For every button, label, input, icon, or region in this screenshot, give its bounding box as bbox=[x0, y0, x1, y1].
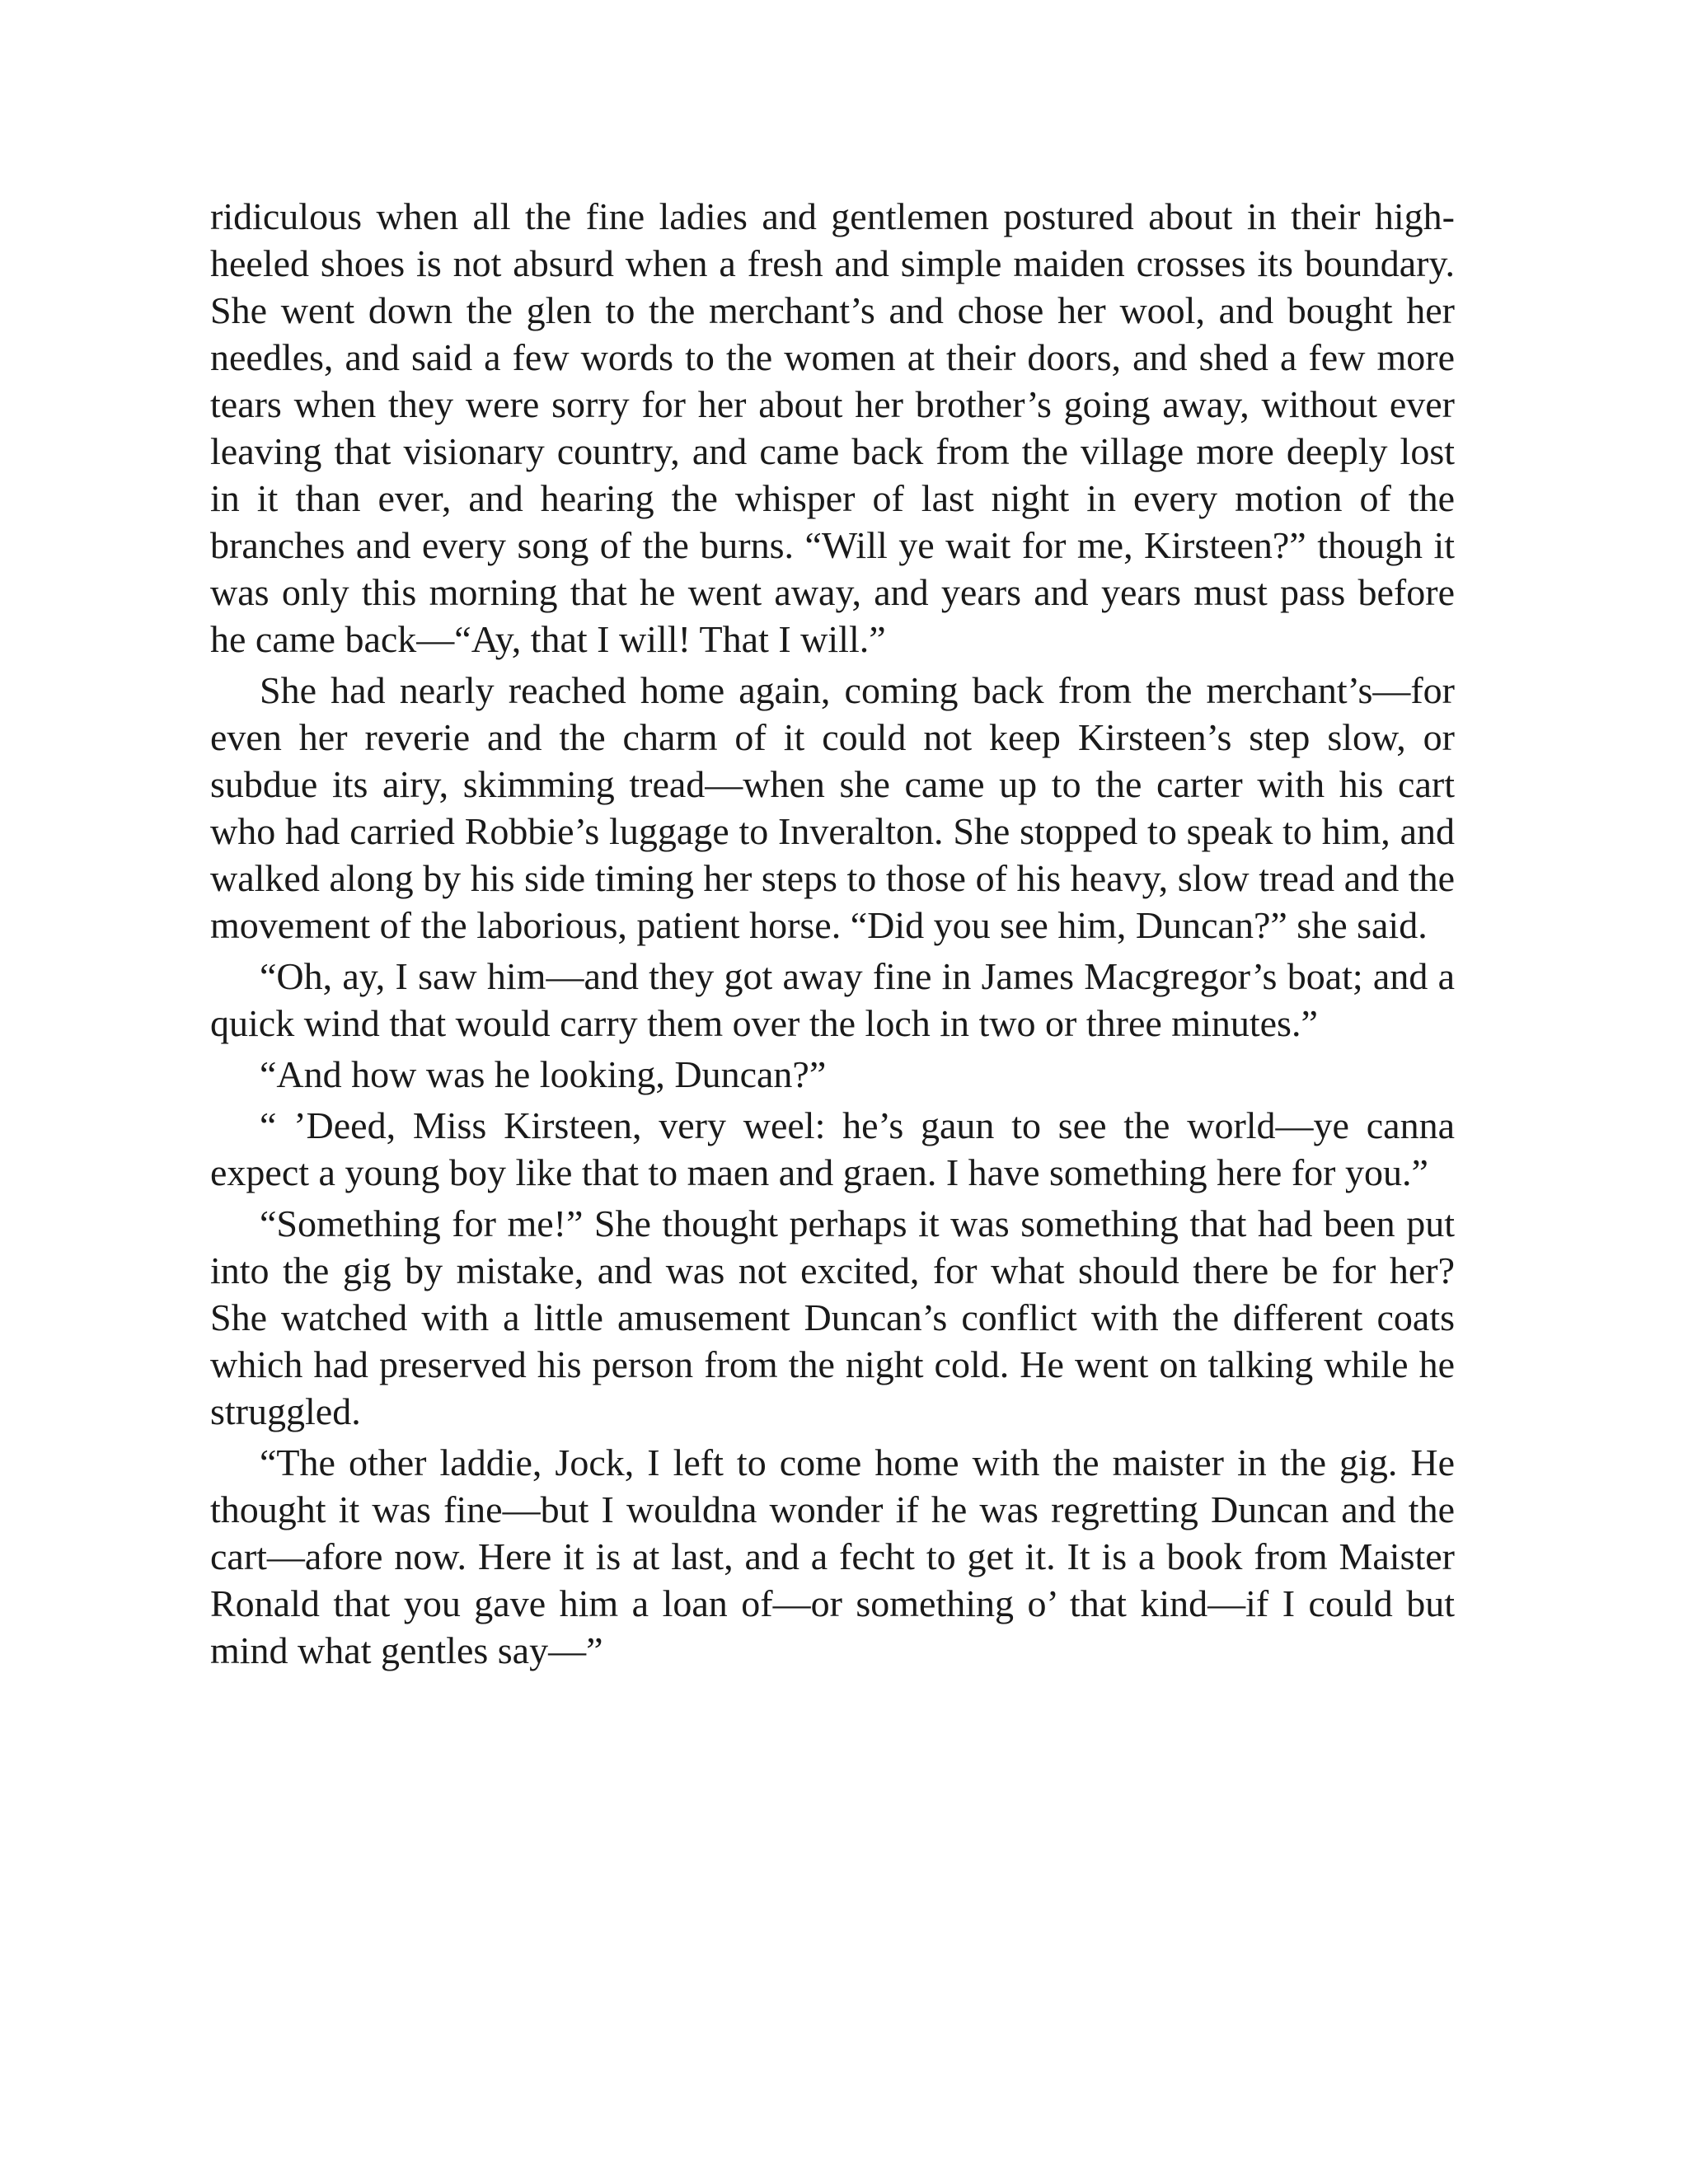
page-body-text bbox=[210, 193, 1455, 1678]
paragraph-6: “Something for me!” She thought perhaps it was something that had been put into the gig by mistake, and was not excited, for what should there be for her? She watched with a little amusement Duncan’s conflict with the different coats which had preserved his person from the night cold. He went on talking while he struggled. bbox=[210, 1202, 1455, 1432]
paragraph-5: “ ’Deed, Miss Kirsteen, very weel: he’s gaun to see the world—ye canna expect a young boy like that to maen and graen. I have something here for you.” bbox=[210, 1104, 1455, 1193]
paragraph-7: “The other laddie, Jock, I left to come home with the maister in the gig. He thought it was fine—but I wouldna wonder if he was regretting Duncan and the cart—afore now. Here it is at last, and a fecht to get it. It is a book from Maister Ronald that you gave him a loan of—or something o’ that kind—if I could but mind what gentles say—” bbox=[210, 1441, 1455, 1671]
paragraph-1: ridiculous when all the fine ladies and gentlemen postured about in their high-heeled shoes is not absurd when a fresh and simple maiden crosses its boundary. She went down the glen to the merchant’s and chose her wool, and bought her needles, and said a few words to the women at their doors, and shed a few more tears when they were sorry for her about her brother’s going away, without ever leaving that visionary country, and came back from the village more deeply lost in it than ever, and hearing the whisper of last night in every motion of the branches and every song of the burns. “Will ye wait for me, Kirsteen?” though it was only this morning that he went away, and years and years must pass before he came back—“Ay, that I will! That I will.” bbox=[210, 195, 1455, 660]
paragraph-2: She had nearly reached home again, coming back from the merchant’s—for even her reverie and the charm of it could not keep Kirsteen’s step slow, or subdue its airy, skimming tread—when she came up to the carter with his cart who had carried Robbie’s luggage to Inveralton. She stopped to speak to him, and walked along by his side timing her steps to those of his heavy, slow tread and the movement of the laborious, patient horse. “Did you see him, Duncan?” she said. bbox=[210, 669, 1455, 946]
paragraph-3: “Oh, ay, I saw him—and they got away fine in James Macgregor’s boat; and a quick wind that would carry them over the loch in two or three minutes.” bbox=[210, 955, 1455, 1044]
paragraph-4: “And how was he looking, Duncan?” bbox=[260, 1053, 827, 1095]
